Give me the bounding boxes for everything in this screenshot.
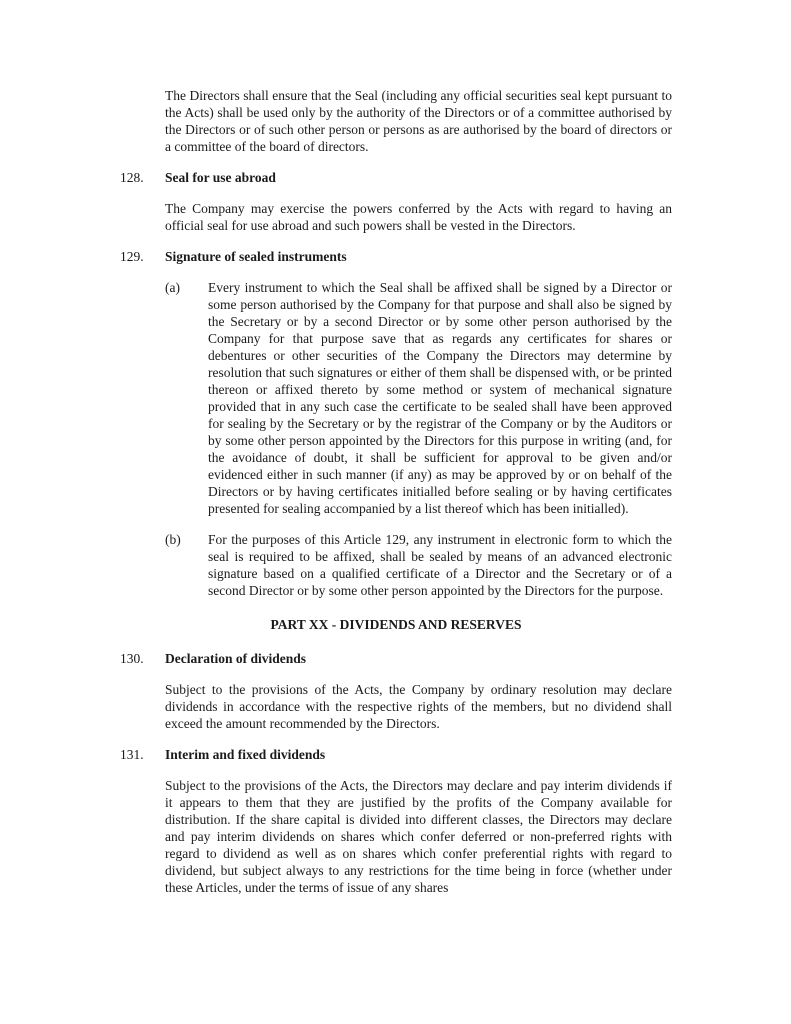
section-131-body: Subject to the provisions of the Acts, the Directors may declare and pay interim dividends if it appears to them that they are justified by the profits of the Company available for distribution. If the share capital is divided into different classes, the Directors may declare and pay interim dividends on shares which confer deferred or non-preferred rights with regard to dividend as well as on shares which confer preferential rights with regard to dividend, but subject always to any restrictions for the time being in force (whether under these Articles, under the terms of issue of any shares (165, 778, 672, 895)
section-130-heading (120, 650, 672, 667)
section-128-body: The Company may exercise the powers conferred by the Acts with regard to having an official seal for use abroad and such powers shall be vested in the Directors. (165, 201, 672, 233)
clause-a-label: (a) (165, 280, 180, 295)
section-131-heading (120, 746, 672, 763)
clause-a-text: Every instrument to which the Seal shall be affixed shall be signed by a Director or some person authorised by the Company for that purpose and shall also be signed by the Secretary or by a second Director or by some other person authorised by the Company for that purpose save that as regards any certificates for shares or debentures or other securities of the Company the Directors may determine by resolution that such signatures or either of them shall be dispensed with, or be printed thereon or affixed thereto by some method or system of mechanical signature provided that in any such case the certificate to be sealed shall have been approved for sealing by the Secretary or by the registrar of the Company or by the Auditors or by some other person appointed by the Directors for this purpose in writing (and, for the avoidance of doubt, it shall be sufficient for approval to be given and/or evidenced either in such manner (if any) as may be approved by or on behalf of the Directors or by having certificates initialled before sealing or by having certificates presented for sealing accompanied by a list thereof which has been initialled). (208, 280, 672, 516)
section-131-number: 131. (120, 747, 144, 762)
section-129-number: 129. (120, 249, 144, 264)
section-130-body-block (165, 681, 672, 732)
section-128-number: 128. (120, 170, 144, 185)
section-129-title: Signature of sealed instruments (165, 249, 347, 264)
section-129-clause-a (165, 279, 672, 517)
part-xx-heading: PART XX - DIVIDENDS AND RESERVES (270, 617, 522, 632)
intro-paragraph: The Directors shall ensure that the Seal (including any official securities seal kept pursuant to the Acts) shall be used only by the authority of the Directors or of a committee authorised by the Directors or of such other person or persons as are authorised by the board of directors or a committee of the board of directors. (165, 88, 672, 154)
section-129-heading (120, 248, 672, 265)
section-128-body-block (165, 200, 672, 234)
section-128-title: Seal for use abroad (165, 170, 276, 185)
clause-b-text: For the purposes of this Article 129, any instrument in electronic form to which the seal is required to be affixed, shall be sealed by means of an advanced electronic signature based on a qualified certificate of a Director and the Secretary or of a second Director or by some other person appointed by the Directors for the purpose. (208, 532, 672, 598)
intro-paragraph-block (165, 87, 672, 155)
section-128-heading (120, 169, 672, 186)
section-129-clause-b (165, 531, 672, 599)
section-130-title: Declaration of dividends (165, 651, 307, 666)
section-130-body: Subject to the provisions of the Acts, the Company by ordinary resolution may declare dividends in accordance with the respective rights of the members, but no dividend shall exceed the amount recommended by the Directors. (165, 682, 672, 731)
section-130-number: 130. (120, 651, 144, 666)
clause-b-label: (b) (165, 532, 181, 547)
section-131-body-block (165, 777, 672, 896)
section-131-title: Interim and fixed dividends (165, 747, 326, 762)
